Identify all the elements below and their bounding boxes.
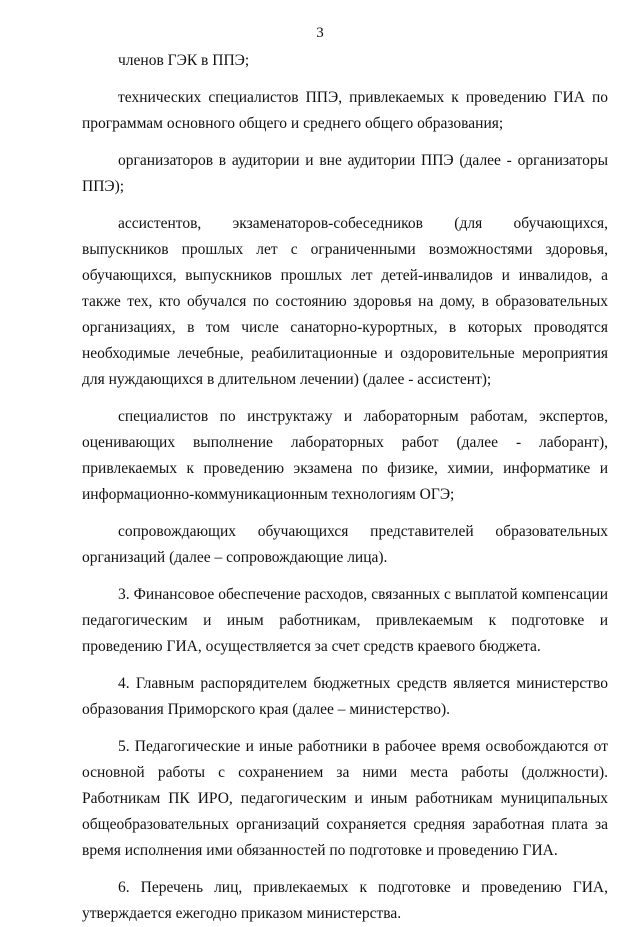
- paragraph: 3. Финансовое обеспечение расходов, связанных с выплатой компенсации педагогическим и иным работникам, привлекаемым к подготовке и проведению ГИА, осуществляется за счет средств краевого бюджета.: [82, 586, 608, 655]
- paragraph: сопровождающих обучающихся представителей образовательных организаций (далее – сопровождающие лица).: [82, 523, 608, 566]
- paragraph: 4. Главным распорядителем бюджетных средств является министерство образования Приморского края (далее – министерство).: [82, 675, 608, 718]
- paragraph: ассистентов, экзаменаторов-собеседников (для обучающихся, выпускников прошлых лет с ограниченными возможностями здоровья, обучающихся, выпускников прошлых лет детей-инвалидов и инвалидов, а также тех, кто обучался по состоянию здоровья на дому, в образовательных организациях, в том числе санаторно-курортных, в которых проводятся необходимые лечебные, реабилитационные и оздоровительные мероприятия для нуждающихся в длительном лечении) (далее - ассистент);: [82, 215, 608, 388]
- paragraph: 5. Педагогические и иные работники в рабочее время освобождаются от основной работы с сохранением за ними места работы (должности). Работникам ПК ИРО, педагогическим и иным работникам муниципальных общеобразовательных организаций сохраняется средняя заработная плата за время исполнения ими обязанностей по подготовке и проведению ГИА.: [82, 738, 608, 859]
- paragraph: членов ГЭК в ППЭ;: [118, 52, 250, 69]
- paragraph: технических специалистов ППЭ, привлекаемых к проведению ГИА по программам основного общего и среднего общего образования;: [82, 89, 608, 132]
- document-body: [82, 48, 608, 927]
- paragraph: организаторов в аудитории и вне аудитории ППЭ (далее - организаторы ППЭ);: [82, 152, 608, 195]
- paragraph: специалистов по инструктажу и лабораторным работам, экспертов, оценивающих выполнение лабораторных работ (далее - лаборант), привлекаемых к проведению экзамена по физике, химии, информатике и информационно-коммуникационным технологиям ОГЭ;: [82, 408, 608, 503]
- page-number: 3: [316, 25, 324, 41]
- paragraph: 6. Перечень лиц, привлекаемых к подготовке и проведению ГИА, утверждается ежегодно приказом министерства.: [82, 879, 608, 922]
